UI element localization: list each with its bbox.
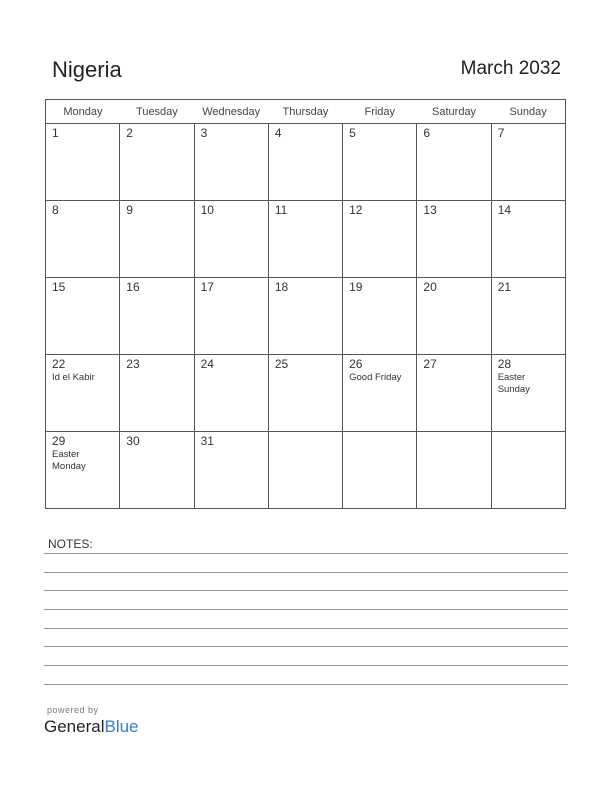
day-cell[interactable]: [194, 201, 268, 278]
day-cell[interactable]: [120, 201, 194, 278]
generalblue-logo[interactable]: [44, 717, 139, 737]
day-cell[interactable]: [46, 201, 120, 278]
holiday-label: Id el Kabir: [52, 372, 95, 383]
day-cell[interactable]: [491, 355, 565, 432]
day-number: 27: [423, 357, 437, 371]
day-number: 16: [126, 280, 140, 294]
calendar-week-row: [46, 201, 566, 278]
day-number: 11: [274, 203, 288, 217]
weekday-header-row: [46, 100, 566, 124]
note-line: [44, 646, 568, 647]
day-cell[interactable]: [343, 278, 417, 355]
day-number: 19: [349, 280, 363, 294]
calendar-week-row: [46, 124, 566, 201]
day-number: 18: [274, 280, 289, 294]
day-cell[interactable]: [491, 124, 565, 201]
day-cell[interactable]: [268, 355, 342, 432]
day-number: 26: [349, 357, 363, 371]
day-cell[interactable]: [194, 432, 268, 509]
day-cell[interactable]: [46, 432, 120, 509]
day-number: 22: [52, 357, 66, 371]
day-number: 25: [274, 357, 289, 371]
month-year-title: March 2032: [460, 58, 561, 79]
day-number: 23: [126, 357, 140, 371]
day-number: 20: [423, 280, 437, 294]
day-number: 13: [423, 203, 437, 217]
day-number: 10: [200, 203, 214, 217]
day-number: 30: [126, 434, 140, 448]
powered-by-text: powered by: [47, 705, 99, 715]
day-number: 21: [497, 280, 512, 294]
day-number: 4: [274, 126, 282, 140]
day-cell[interactable]: [491, 278, 565, 355]
day-cell[interactable]: [46, 124, 120, 201]
day-cell[interactable]: [194, 278, 268, 355]
holiday-label: Easter Monday: [52, 449, 86, 472]
day-cell[interactable]: [120, 355, 194, 432]
day-number: 7: [497, 126, 505, 140]
weekday-wednesday: Wednesday: [194, 100, 268, 124]
day-cell[interactable]: [120, 278, 194, 355]
weekday-sunday: Sunday: [491, 100, 565, 124]
day-cell[interactable]: [120, 124, 194, 201]
day-number: 14: [497, 203, 512, 217]
day-number: 31: [200, 434, 214, 448]
note-line: [44, 665, 568, 666]
day-number: 12: [349, 203, 363, 217]
note-line: [44, 572, 568, 573]
day-number: 9: [126, 203, 133, 217]
weekday-tuesday: Tuesday: [120, 100, 194, 124]
note-line: [44, 684, 568, 685]
day-cell[interactable]: [417, 124, 491, 201]
note-line: [44, 553, 568, 554]
day-cell[interactable]: [268, 278, 342, 355]
day-number: 2: [126, 126, 133, 140]
country-title: Nigeria: [52, 57, 122, 82]
calendar-week-row: [46, 278, 566, 355]
weekday-saturday: Saturday: [417, 100, 491, 124]
day-number: 28: [497, 357, 512, 371]
day-cell[interactable]: [491, 432, 565, 509]
day-number: 5: [349, 126, 356, 140]
day-cell[interactable]: [194, 124, 268, 201]
note-line: [44, 628, 568, 629]
day-cell[interactable]: [417, 355, 491, 432]
weekday-thursday: Thursday: [268, 100, 342, 124]
holiday-label: Good Friday: [349, 372, 402, 383]
day-cell[interactable]: [268, 124, 342, 201]
day-cell[interactable]: [491, 201, 565, 278]
day-cell[interactable]: [343, 124, 417, 201]
day-number: 8: [52, 203, 59, 217]
day-cell[interactable]: [343, 201, 417, 278]
notes-label: NOTES:: [48, 537, 93, 551]
day-cell[interactable]: [120, 432, 194, 509]
day-number: 1: [52, 126, 59, 140]
holiday-label: Easter Sunday: [497, 372, 530, 395]
day-cell[interactable]: [268, 201, 342, 278]
calendar-week-row: [46, 355, 566, 432]
note-line: [44, 609, 568, 610]
day-cell[interactable]: [417, 278, 491, 355]
day-number: 6: [423, 126, 431, 140]
calendar-grid: [45, 99, 566, 509]
day-number: 3: [200, 126, 208, 140]
day-cell[interactable]: [194, 355, 268, 432]
day-cell[interactable]: [343, 432, 417, 509]
day-cell[interactable]: [417, 432, 491, 509]
weekday-friday: Friday: [343, 100, 417, 124]
weekday-monday: Monday: [46, 100, 120, 124]
calendar-week-row: [46, 432, 566, 509]
day-cell[interactable]: [268, 432, 342, 509]
day-cell[interactable]: [343, 355, 417, 432]
day-number: 24: [200, 357, 214, 371]
day-number: 15: [52, 280, 66, 294]
day-cell[interactable]: [46, 278, 120, 355]
note-line: [44, 590, 568, 591]
day-cell[interactable]: [46, 355, 120, 432]
day-number: 17: [200, 280, 214, 294]
logo-blue-text: Blue: [104, 717, 139, 736]
day-cell[interactable]: [417, 201, 491, 278]
day-number: 29: [52, 434, 66, 448]
logo-general-text: General: [44, 717, 105, 736]
